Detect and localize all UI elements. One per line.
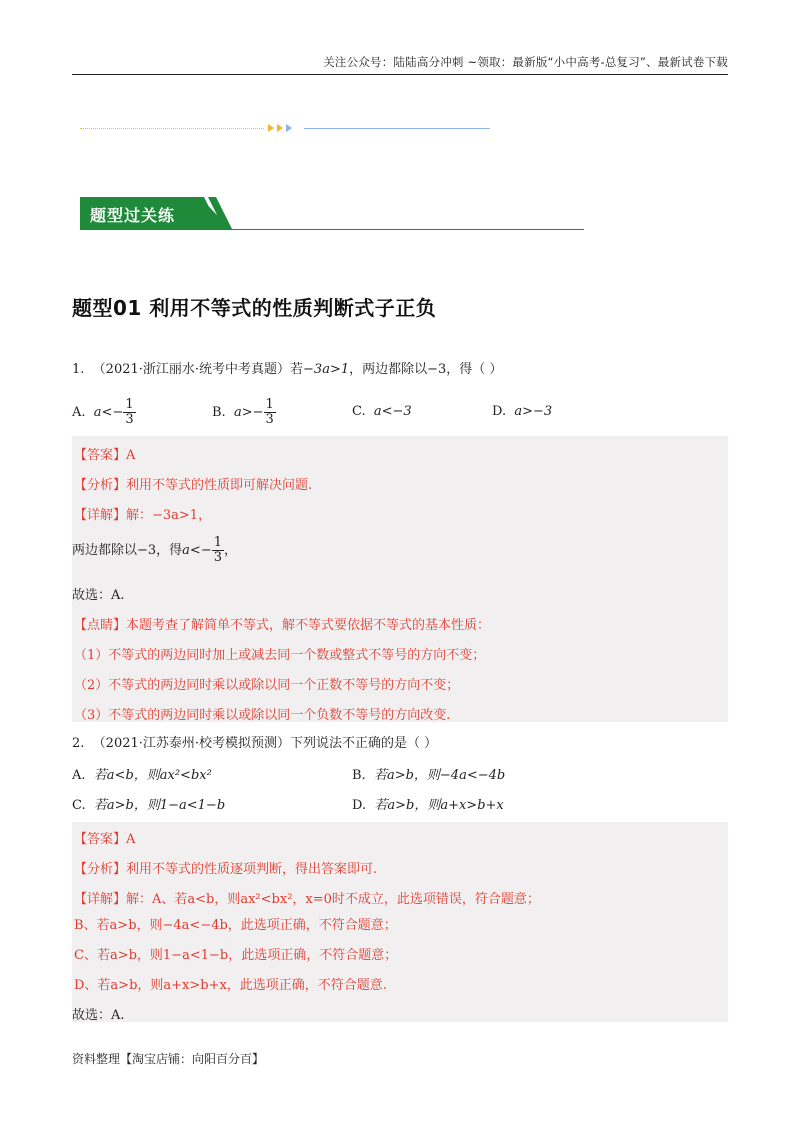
option-label: A. xyxy=(72,768,86,783)
detail-suffix: ， xyxy=(224,543,238,558)
option-d xyxy=(352,794,504,813)
fraction: $\frac{1}{3}$ xyxy=(265,397,274,427)
page-footer: 资料整理【淘宝店铺：向阳百分百】 xyxy=(72,1052,265,1066)
analysis-text: 【分析】利用不等式的性质即可解决问题. xyxy=(74,478,313,493)
question-number: 1. xyxy=(72,362,85,377)
analysis-text: 【分析】利用不等式的性质逐项判断，得出答案即可. xyxy=(74,862,378,877)
decorative-blue-line xyxy=(304,128,490,129)
option-a xyxy=(72,764,212,783)
option-expression: a>− xyxy=(233,405,264,420)
option-a xyxy=(72,398,136,427)
question-number: 2. xyxy=(72,736,85,751)
question-rest: ，两边都除以−3，得（ ） xyxy=(349,362,503,377)
option-expression: a<− xyxy=(93,405,124,420)
option-label: C. xyxy=(352,404,366,419)
question-expression: −3a>1 xyxy=(303,362,350,377)
question-1-stem xyxy=(72,360,502,380)
option-label: C. xyxy=(72,798,86,813)
option-label: B. xyxy=(212,405,226,420)
banner-stripes-icon xyxy=(196,197,242,229)
option-label: D. xyxy=(492,404,507,419)
fraction: $\frac{1}{3}$ xyxy=(125,397,134,427)
option-b xyxy=(212,398,276,427)
question-2-stem xyxy=(72,734,437,754)
option-label: A. xyxy=(72,405,86,420)
page-header: 关注公众号：陆陆高分冲刺 ~领取：最新版“小中高考-总复习”、最新试卷下载 xyxy=(72,54,728,75)
comment-text: 【点睛】本题考查了解简单不等式，解不等式要依据不等式的基本性质： xyxy=(74,618,491,633)
option-d xyxy=(492,404,552,419)
detail-line: B、若a>b，则−4a<−4b，此选项正确，不符合题意； xyxy=(74,918,397,933)
option-label: B. xyxy=(352,768,366,783)
option-text: 若a>b，则1−a<1−b xyxy=(93,798,226,813)
comment-point-1: （1）不等式的两边同时加上或减去同一个数或整式不等号的方向不变； xyxy=(74,648,486,663)
banner-underline xyxy=(80,229,584,230)
banner-label: 题型过关练 xyxy=(90,206,176,225)
option-b xyxy=(352,764,505,783)
detail-line: C、若a>b，则1−a<1−b，此选项正确，不符合题意； xyxy=(74,948,398,963)
arrow-decoration-icon xyxy=(268,121,296,135)
detail-text: 【详解】解：−3a>1， xyxy=(74,508,212,523)
detail-line: 【详解】解：A、若a<b，则ax²<bx²，x=0时不成立，此选项错误，符合题意； xyxy=(74,892,540,907)
option-expression: a>−3 xyxy=(514,404,553,419)
choose-text: 故选：A. xyxy=(72,588,125,603)
answer-label: 【答案】A xyxy=(74,448,136,463)
detail-line-2 xyxy=(72,536,237,565)
fraction: $\frac{1}{3}$ xyxy=(213,535,222,565)
detail-line: D、若a>b，则a+x>b+x，此选项正确，不符合题意. xyxy=(74,978,387,993)
option-c xyxy=(72,794,225,813)
section-title: 题型01 利用不等式的性质判断式子正负 xyxy=(72,296,437,320)
decorative-dotted-line xyxy=(80,128,264,129)
option-c xyxy=(352,404,412,419)
detail-prefix: 两边都除以−3，得 xyxy=(72,543,183,558)
option-text: 若a>b，则−4a<−4b xyxy=(373,768,506,783)
question-source: （2021·浙江丽水·统考中考真题）若 xyxy=(92,362,304,377)
choose-text: 故选：A. xyxy=(72,1008,125,1023)
question-text: （2021·江苏泰州·校考模拟预测）下列说法不正确的是（ ） xyxy=(92,736,438,751)
detail-expression: a<− xyxy=(182,543,212,558)
option-text: 若a<b，则ax²<bx² xyxy=(93,768,212,783)
comment-point-2: （2）不等式的两边同时乘以或除以同一个正数不等号的方向不变； xyxy=(74,678,460,693)
answer-label: 【答案】A xyxy=(74,832,136,847)
comment-point-3: （3）不等式的两边同时乘以或除以同一个负数不等号的方向改变. xyxy=(74,708,451,723)
option-expression: a<−3 xyxy=(373,404,412,419)
option-label: D. xyxy=(352,798,367,813)
option-text: 若a>b，则a+x>b+x xyxy=(374,798,504,813)
